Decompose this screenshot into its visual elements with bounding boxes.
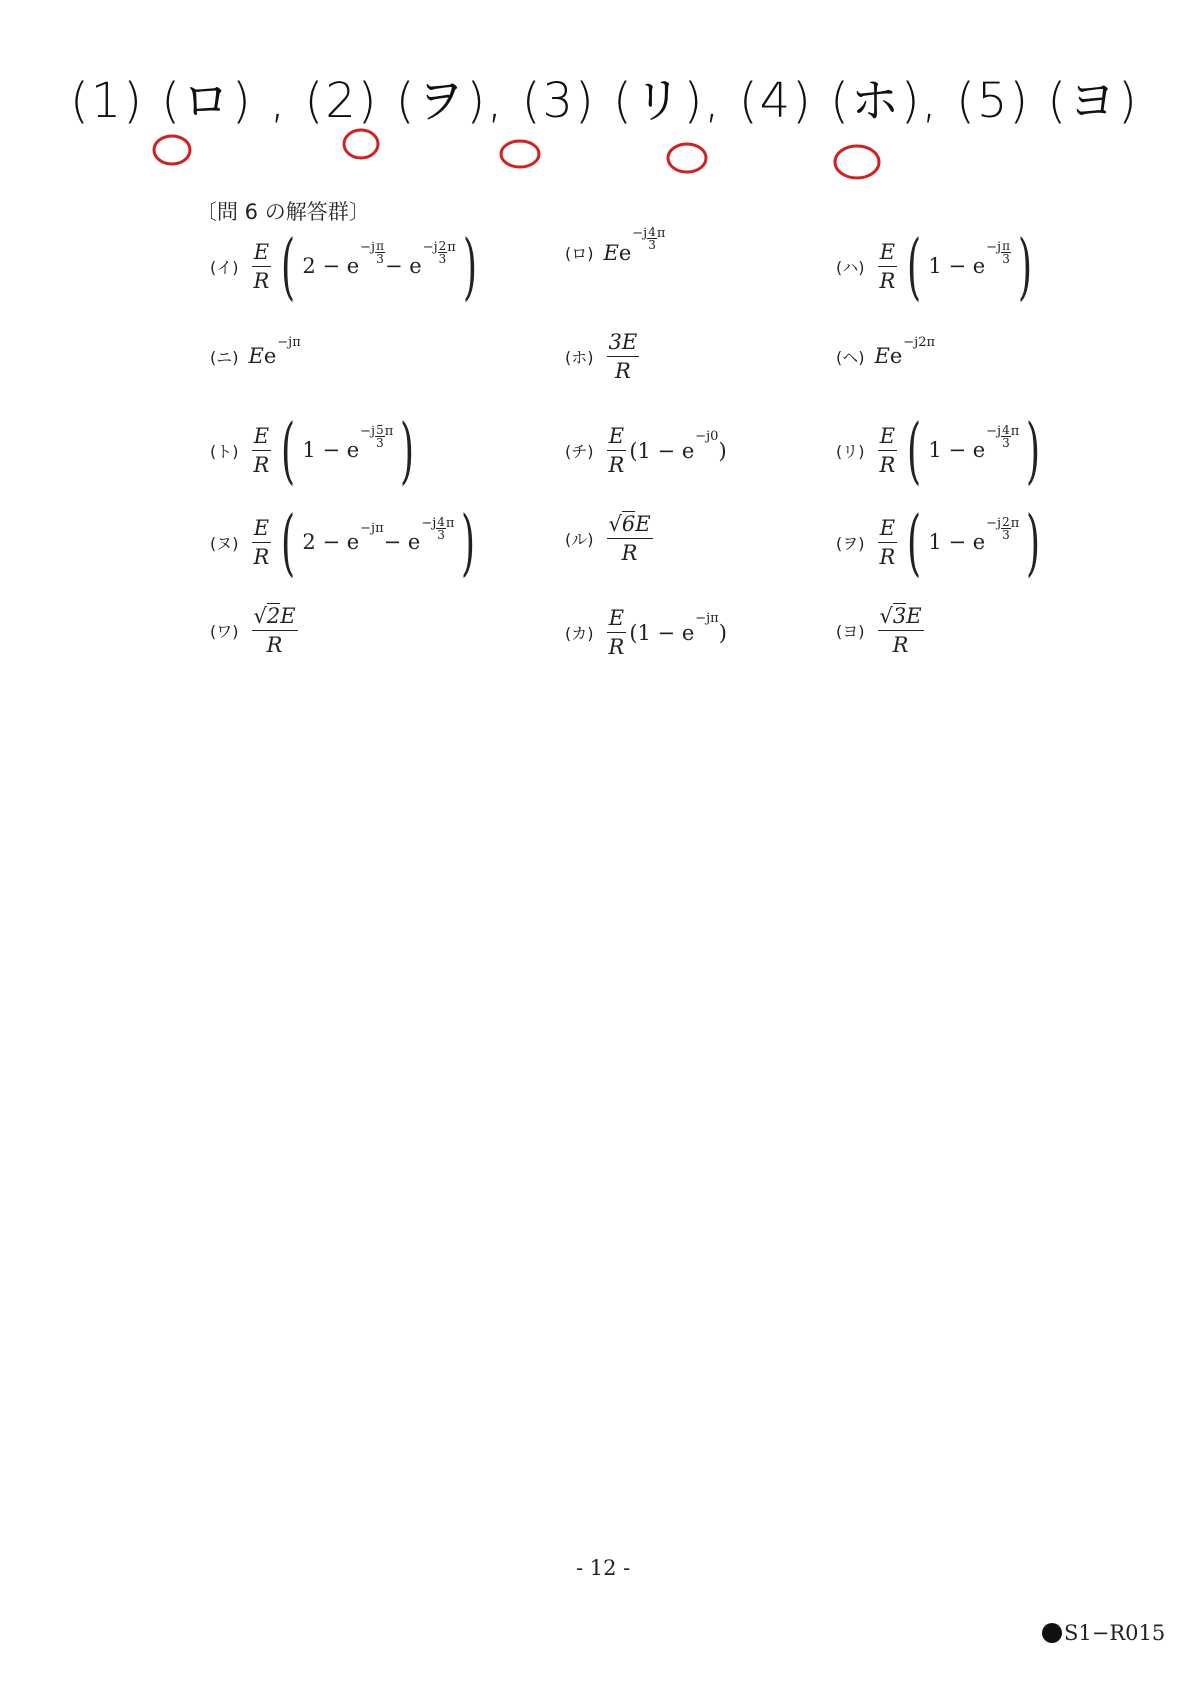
page-number: - 12 - [576, 1556, 631, 1580]
formula: E e −jπ [248, 334, 301, 368]
option-label: (ハ) [836, 257, 865, 277]
formula: $\frac{E}{R}$ ( 2 − e −jπ − e −j $\frac{4}{3}$ π ) [253, 500, 476, 584]
option-wa [210, 604, 301, 657]
bullet-dot-icon [1042, 1623, 1062, 1643]
formula: $\frac{√3E}{R}$ [879, 604, 922, 657]
check-mark-1 [154, 136, 190, 164]
option-label: (ル) [565, 530, 594, 549]
option-ka [565, 606, 727, 659]
formula: $\frac{E}{R}$ (1 − e −jπ ) [608, 606, 727, 659]
option-label: (ホ) [565, 348, 594, 367]
answer-group-title: 〔問 6 の解答群〕 [196, 200, 370, 224]
formula: $\frac{√2E}{R}$ [253, 604, 296, 657]
option-label: (ヨ) [836, 622, 865, 641]
page-code-text: S1−R015 [1064, 1621, 1166, 1645]
formula: $\frac{E}{R}$ ( 1 − e −j $\frac{2}{3}$ π ) [879, 500, 1041, 584]
formula: $\frac{E}{R}$ ( 1 − e −j $\frac{5}{3}$ π ) [253, 408, 415, 492]
formula: $\frac{E}{R}$ (1 − e −j0 ) [608, 424, 727, 477]
option-label: (ワ) [210, 622, 239, 641]
check-mark-5 [835, 146, 879, 178]
check-mark-4 [668, 144, 706, 172]
option-nu [210, 500, 483, 584]
formula: $\frac{3E}{R}$ [608, 330, 638, 383]
option-i [210, 224, 484, 308]
option-to [210, 408, 421, 492]
option-ru [565, 512, 656, 565]
option-ro [565, 225, 666, 265]
option-ri [836, 408, 1047, 492]
check-mark-3 [501, 141, 539, 167]
option-chi [565, 424, 727, 477]
formula: $\frac{E}{R}$ ( 1 − e −j $\frac{\pi}{3}$ ) [879, 224, 1033, 308]
option-ni [210, 334, 301, 368]
option-label: (カ) [565, 624, 594, 643]
formula: $\frac{E}{R}$ ( 1 − e −j $\frac{4}{3}$ π ) [879, 408, 1041, 492]
formula: E e −j2π [874, 334, 936, 368]
handwritten-answers [70, 62, 1139, 202]
handwritten-answer-text: (1) (ロ) , (2) (ヲ), (3) (リ), (4) (ホ), (5) (ヨ) [70, 73, 1139, 129]
option-label: (ヲ) [836, 533, 865, 553]
option-he [836, 334, 936, 368]
check-mark-2 [344, 130, 378, 158]
formula: $\frac{E}{R}$ ( 2 − e −j $\frac{\pi}{3}$ − e −j $\frac{2}{3}$ π ) [253, 224, 477, 308]
option-ho [565, 330, 642, 383]
option-label: (ロ) [565, 244, 594, 263]
page-code [1042, 1621, 1165, 1645]
formula: $\frac{√6E}{R}$ [608, 512, 651, 565]
answer-check-marks [70, 62, 970, 202]
option-label: (ニ) [210, 347, 239, 367]
option-label: (リ) [836, 441, 865, 461]
option-label: (イ) [210, 257, 239, 277]
option-label: (ト) [210, 441, 239, 461]
option-label: (ヌ) [210, 533, 239, 553]
option-yo [836, 604, 927, 657]
option-label: (ヘ) [836, 347, 865, 367]
formula: E e −j $\frac{4}{3}$ π [603, 225, 666, 265]
option-wo [836, 500, 1047, 584]
option-label: (チ) [565, 442, 594, 461]
option-ha [836, 224, 1039, 308]
